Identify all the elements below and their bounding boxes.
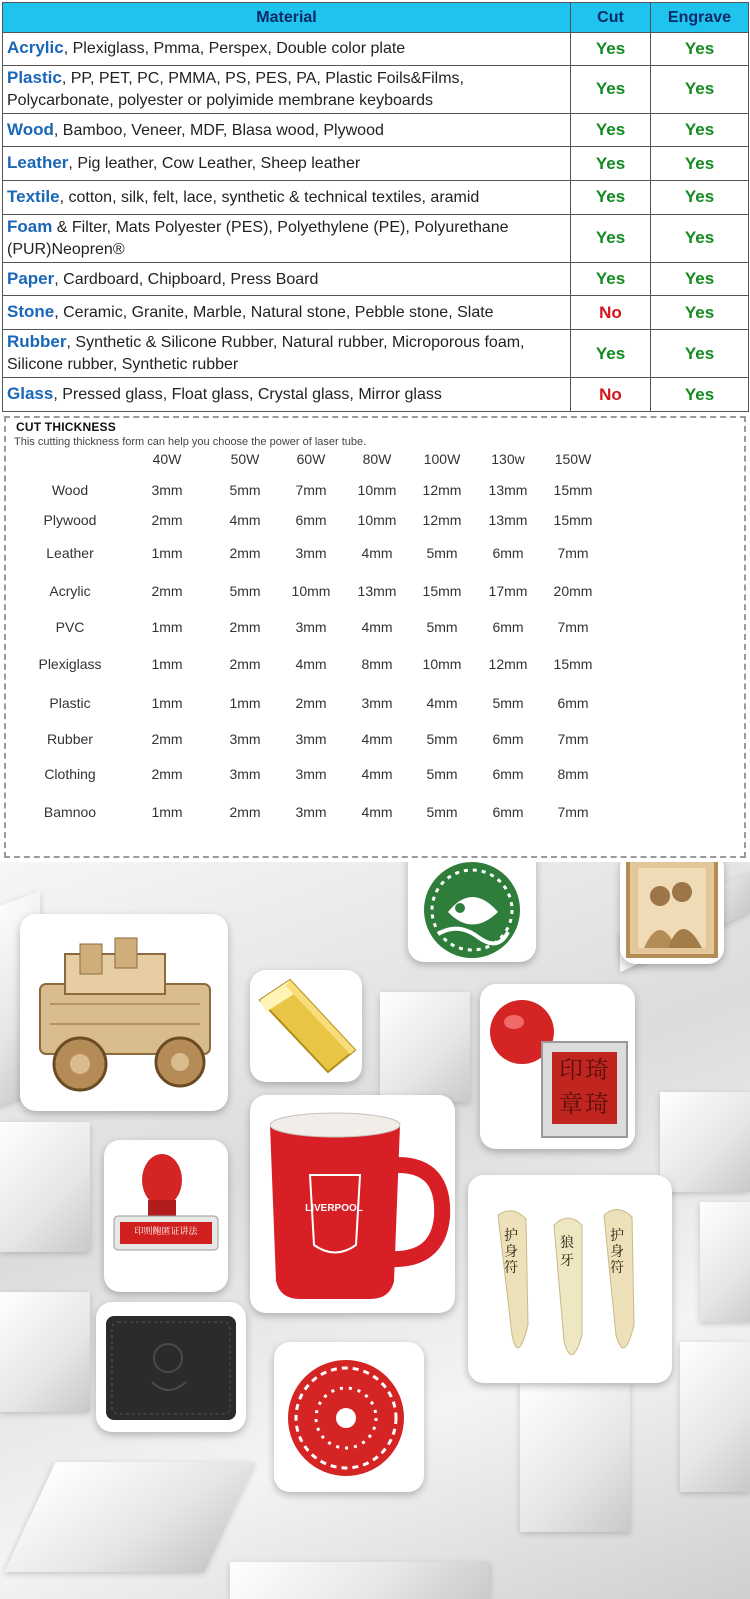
engrave-status: Yes	[651, 181, 749, 215]
red-papercut-icon	[274, 1342, 424, 1492]
cut-thickness-grid	[6, 418, 748, 860]
thickness-row-label: Leather	[46, 545, 94, 561]
power-header: 130w	[491, 451, 525, 467]
thickness-value: 1mm	[229, 695, 261, 711]
thickness-value: 3mm	[151, 482, 183, 498]
cut-thickness-panel	[4, 416, 746, 858]
mug-engraving-text: LIVERPOOL	[305, 1203, 363, 1214]
thickness-value: 7mm	[295, 482, 327, 498]
carved-teeth-tile	[468, 1175, 672, 1383]
thickness-value: 1mm	[151, 656, 183, 672]
background-slab	[230, 1562, 490, 1599]
leather-wallet-icon	[96, 1302, 246, 1432]
thickness-value: 13mm	[488, 482, 528, 498]
table-row	[3, 214, 749, 262]
thickness-value: 17mm	[488, 583, 528, 599]
thickness-value: 7mm	[557, 619, 589, 635]
thickness-value: 1mm	[151, 619, 183, 635]
thickness-value: 4mm	[361, 545, 393, 561]
thickness-value: 15mm	[553, 656, 593, 672]
thickness-value: 10mm	[422, 656, 462, 672]
background-slab	[0, 1292, 90, 1412]
thickness-value: 4mm	[361, 804, 393, 820]
thickness-value: 10mm	[357, 512, 397, 528]
table-row	[3, 113, 749, 147]
thickness-value: 2mm	[151, 512, 183, 528]
sample-products-gallery	[0, 862, 750, 1599]
thickness-value: 5mm	[229, 583, 261, 599]
thickness-row-label: Rubber	[47, 731, 93, 747]
thickness-value: 12mm	[422, 482, 462, 498]
thickness-value: 15mm	[553, 482, 593, 498]
thickness-row-label: Plywood	[43, 512, 97, 528]
cut-status: Yes	[571, 147, 651, 181]
thickness-value: 8mm	[557, 766, 589, 782]
thickness-value: 5mm	[426, 731, 458, 747]
self-inking-stamp-tile	[104, 1140, 228, 1292]
thickness-value: 5mm	[426, 545, 458, 561]
background-slab	[0, 1122, 90, 1252]
material-cell	[3, 147, 571, 181]
material-key: Rubber	[7, 332, 67, 352]
material-variants: , Ceramic, Granite, Marble, Natural stone, Pebble stone, Slate	[54, 304, 494, 322]
engrave-status: Yes	[651, 330, 749, 378]
leather-wallet-tile	[96, 1302, 246, 1432]
material-key: Plastic	[7, 67, 62, 87]
table-row	[3, 181, 749, 215]
thickness-value: 1mm	[151, 695, 183, 711]
cut-status: No	[571, 296, 651, 330]
crystal-block-tile	[250, 970, 362, 1082]
thickness-value: 2mm	[295, 695, 327, 711]
material-cell	[3, 181, 571, 215]
thickness-value: 6mm	[492, 731, 524, 747]
thickness-value: 3mm	[295, 766, 327, 782]
material-variants: , Plexiglass, Pmma, Perspex, Double color plate	[63, 40, 406, 58]
thickness-value: 3mm	[229, 766, 261, 782]
engraved-mug-tile	[250, 1095, 455, 1313]
tooth-label-1: 护身符	[504, 1227, 518, 1275]
material-variants: , Synthetic & Silicone Rubber, Natural rubber, Microporous foam, Silicone rubber, Synthetic rubber	[7, 334, 525, 374]
carved-teeth-icon	[468, 1175, 672, 1383]
table-row	[3, 65, 749, 113]
thickness-value: 3mm	[295, 545, 327, 561]
cut-status: Yes	[571, 33, 651, 66]
thickness-value: 2mm	[229, 656, 261, 672]
thickness-value: 6mm	[295, 512, 327, 528]
thickness-value: 1mm	[151, 545, 183, 561]
thickness-value: 3mm	[295, 731, 327, 747]
cut-status: Yes	[571, 214, 651, 262]
table-row	[3, 33, 749, 66]
power-header: 80W	[362, 451, 392, 467]
material-cell	[3, 65, 571, 113]
thickness-value: 5mm	[229, 482, 261, 498]
thickness-row-label: PVC	[55, 619, 85, 635]
material-variants: , cotton, silk, felt, lace, synthetic & technical textiles, aramid	[59, 188, 480, 206]
material-variants: , Cardboard, Chipboard, Press Board	[54, 270, 319, 288]
material-key: Acrylic	[7, 38, 64, 58]
table-header-row	[3, 3, 749, 33]
thickness-value: 6mm	[557, 695, 589, 711]
material-key: Stone	[7, 302, 55, 322]
thickness-value: 13mm	[357, 583, 397, 599]
material-key: Paper	[7, 268, 55, 288]
material-key: Textile	[7, 186, 60, 206]
stamp-strip-text: 印则鲍匿证讲法	[134, 1226, 198, 1236]
thickness-row-label: Acrylic	[49, 583, 91, 599]
thickness-value: 20mm	[553, 583, 593, 599]
material-cell	[3, 214, 571, 262]
cut-status: No	[571, 378, 651, 412]
thickness-value: 5mm	[492, 695, 524, 711]
thickness-value: 15mm	[553, 512, 593, 528]
thickness-value: 4mm	[361, 619, 393, 635]
background-slab	[4, 1462, 255, 1572]
thickness-value: 5mm	[426, 619, 458, 635]
thickness-value: 6mm	[492, 545, 524, 561]
thickness-row-label: Plastic	[49, 695, 91, 711]
thickness-value: 13mm	[488, 512, 528, 528]
cut-status: Yes	[571, 262, 651, 296]
material-cell	[3, 378, 571, 412]
engrave-status: Yes	[651, 147, 749, 181]
thickness-value: 4mm	[361, 766, 393, 782]
thickness-value: 10mm	[357, 482, 397, 498]
green-papercut-tile	[408, 862, 536, 962]
thickness-value: 4mm	[295, 656, 327, 672]
table-row	[3, 378, 749, 412]
engrave-status: Yes	[651, 262, 749, 296]
material-cell	[3, 296, 571, 330]
thickness-value: 6mm	[492, 619, 524, 635]
portrait-frame-icon	[620, 862, 724, 964]
thickness-value: 5mm	[426, 766, 458, 782]
power-header: 60W	[296, 451, 326, 467]
engrave-status: Yes	[651, 65, 749, 113]
portrait-frame-tile	[620, 862, 724, 964]
thickness-row-label: Plexiglass	[38, 656, 102, 672]
thickness-value: 6mm	[492, 766, 524, 782]
material-variants: , Pressed glass, Float glass, Crystal glass, Mirror glass	[53, 386, 442, 404]
thickness-value: 2mm	[151, 766, 183, 782]
engrave-status: Yes	[651, 378, 749, 412]
thickness-value: 2mm	[151, 583, 183, 599]
power-header: 50W	[230, 451, 260, 467]
engrave-status: Yes	[651, 296, 749, 330]
thickness-value: 7mm	[557, 731, 589, 747]
thickness-row-label: Wood	[51, 482, 89, 498]
red-papercut-tile	[274, 1342, 424, 1492]
background-slab	[660, 1092, 750, 1192]
thickness-value: 12mm	[488, 656, 528, 672]
material-variants: , Bamboo, Veneer, MDF, Blasa wood, Plywood	[53, 121, 384, 139]
header-cut: Cut	[571, 3, 651, 33]
thickness-value: 15mm	[422, 583, 462, 599]
table-row	[3, 147, 749, 181]
thickness-value: 1mm	[151, 804, 183, 820]
cut-status: Yes	[571, 330, 651, 378]
cut-thickness-title: CUT THICKNESS	[16, 420, 116, 434]
cut-status: Yes	[571, 113, 651, 147]
green-papercut-icon	[408, 862, 536, 962]
thickness-value: 6mm	[492, 804, 524, 820]
wooden-jeep-tile	[20, 914, 228, 1111]
background-slab	[700, 1202, 750, 1322]
thickness-value: 3mm	[295, 804, 327, 820]
material-variants: , Pig leather, Cow Leather, Sheep leather	[68, 155, 361, 173]
thickness-value: 12mm	[422, 512, 462, 528]
material-cell	[3, 330, 571, 378]
material-cell	[3, 113, 571, 147]
cut-thickness-subtitle: This cutting thickness form can help you choose the power of laser tube.	[14, 436, 367, 448]
thickness-row-label: Bamnoo	[43, 804, 97, 820]
background-slab	[520, 1382, 630, 1532]
cut-status: Yes	[571, 65, 651, 113]
material-capability-table	[2, 2, 749, 412]
header-material: Material	[3, 3, 571, 33]
material-key: Glass	[7, 384, 54, 404]
material-key: Leather	[7, 153, 69, 173]
background-slab	[680, 1342, 750, 1492]
header-engrave: Engrave	[651, 3, 749, 33]
thickness-value: 10mm	[291, 583, 331, 599]
table-row	[3, 330, 749, 378]
seal-stamp-characters: 印琦 章琦	[559, 1057, 611, 1118]
material-variants: & Filter, Mats Polyester (PES), Polyethylene (PE), Polyurethane (PUR)Neopren®	[7, 218, 509, 258]
thickness-value: 3mm	[295, 619, 327, 635]
wooden-jeep-icon	[20, 914, 228, 1111]
thickness-value: 3mm	[229, 731, 261, 747]
thickness-value: 3mm	[361, 695, 393, 711]
engrave-status: Yes	[651, 33, 749, 66]
seal-stamp-tile	[480, 984, 635, 1149]
engrave-status: Yes	[651, 214, 749, 262]
background-slab	[380, 992, 470, 1102]
thickness-value: 7mm	[557, 545, 589, 561]
material-cell	[3, 262, 571, 296]
thickness-value: 4mm	[229, 512, 261, 528]
material-key: Foam	[7, 216, 53, 236]
material-cell	[3, 33, 571, 66]
thickness-value: 7mm	[557, 804, 589, 820]
thickness-value: 2mm	[229, 619, 261, 635]
thickness-value: 5mm	[426, 804, 458, 820]
engrave-status: Yes	[651, 113, 749, 147]
thickness-value: 4mm	[426, 695, 458, 711]
crystal-block-icon	[250, 970, 362, 1082]
power-header: 100W	[423, 451, 461, 467]
self-inking-stamp-icon	[104, 1140, 228, 1292]
thickness-value: 2mm	[229, 545, 261, 561]
tooth-label-2: 狼牙	[560, 1234, 574, 1268]
material-key: Wood	[7, 119, 54, 139]
thickness-value: 2mm	[229, 804, 261, 820]
tooth-label-3: 护身符	[610, 1227, 624, 1275]
thickness-value: 8mm	[361, 656, 393, 672]
power-header: 40W	[152, 451, 182, 467]
table-row	[3, 296, 749, 330]
table-row	[3, 262, 749, 296]
cut-status: Yes	[571, 181, 651, 215]
power-header: 150W	[554, 451, 592, 467]
thickness-row-label: Clothing	[44, 766, 96, 782]
material-variants: , PP, PET, PC, PMMA, PS, PES, PA, Plastic Foils&Films, Polycarbonate, polyester or polyimide membrane keyboards	[7, 69, 464, 109]
thickness-value: 2mm	[151, 731, 183, 747]
thickness-value: 4mm	[361, 731, 393, 747]
